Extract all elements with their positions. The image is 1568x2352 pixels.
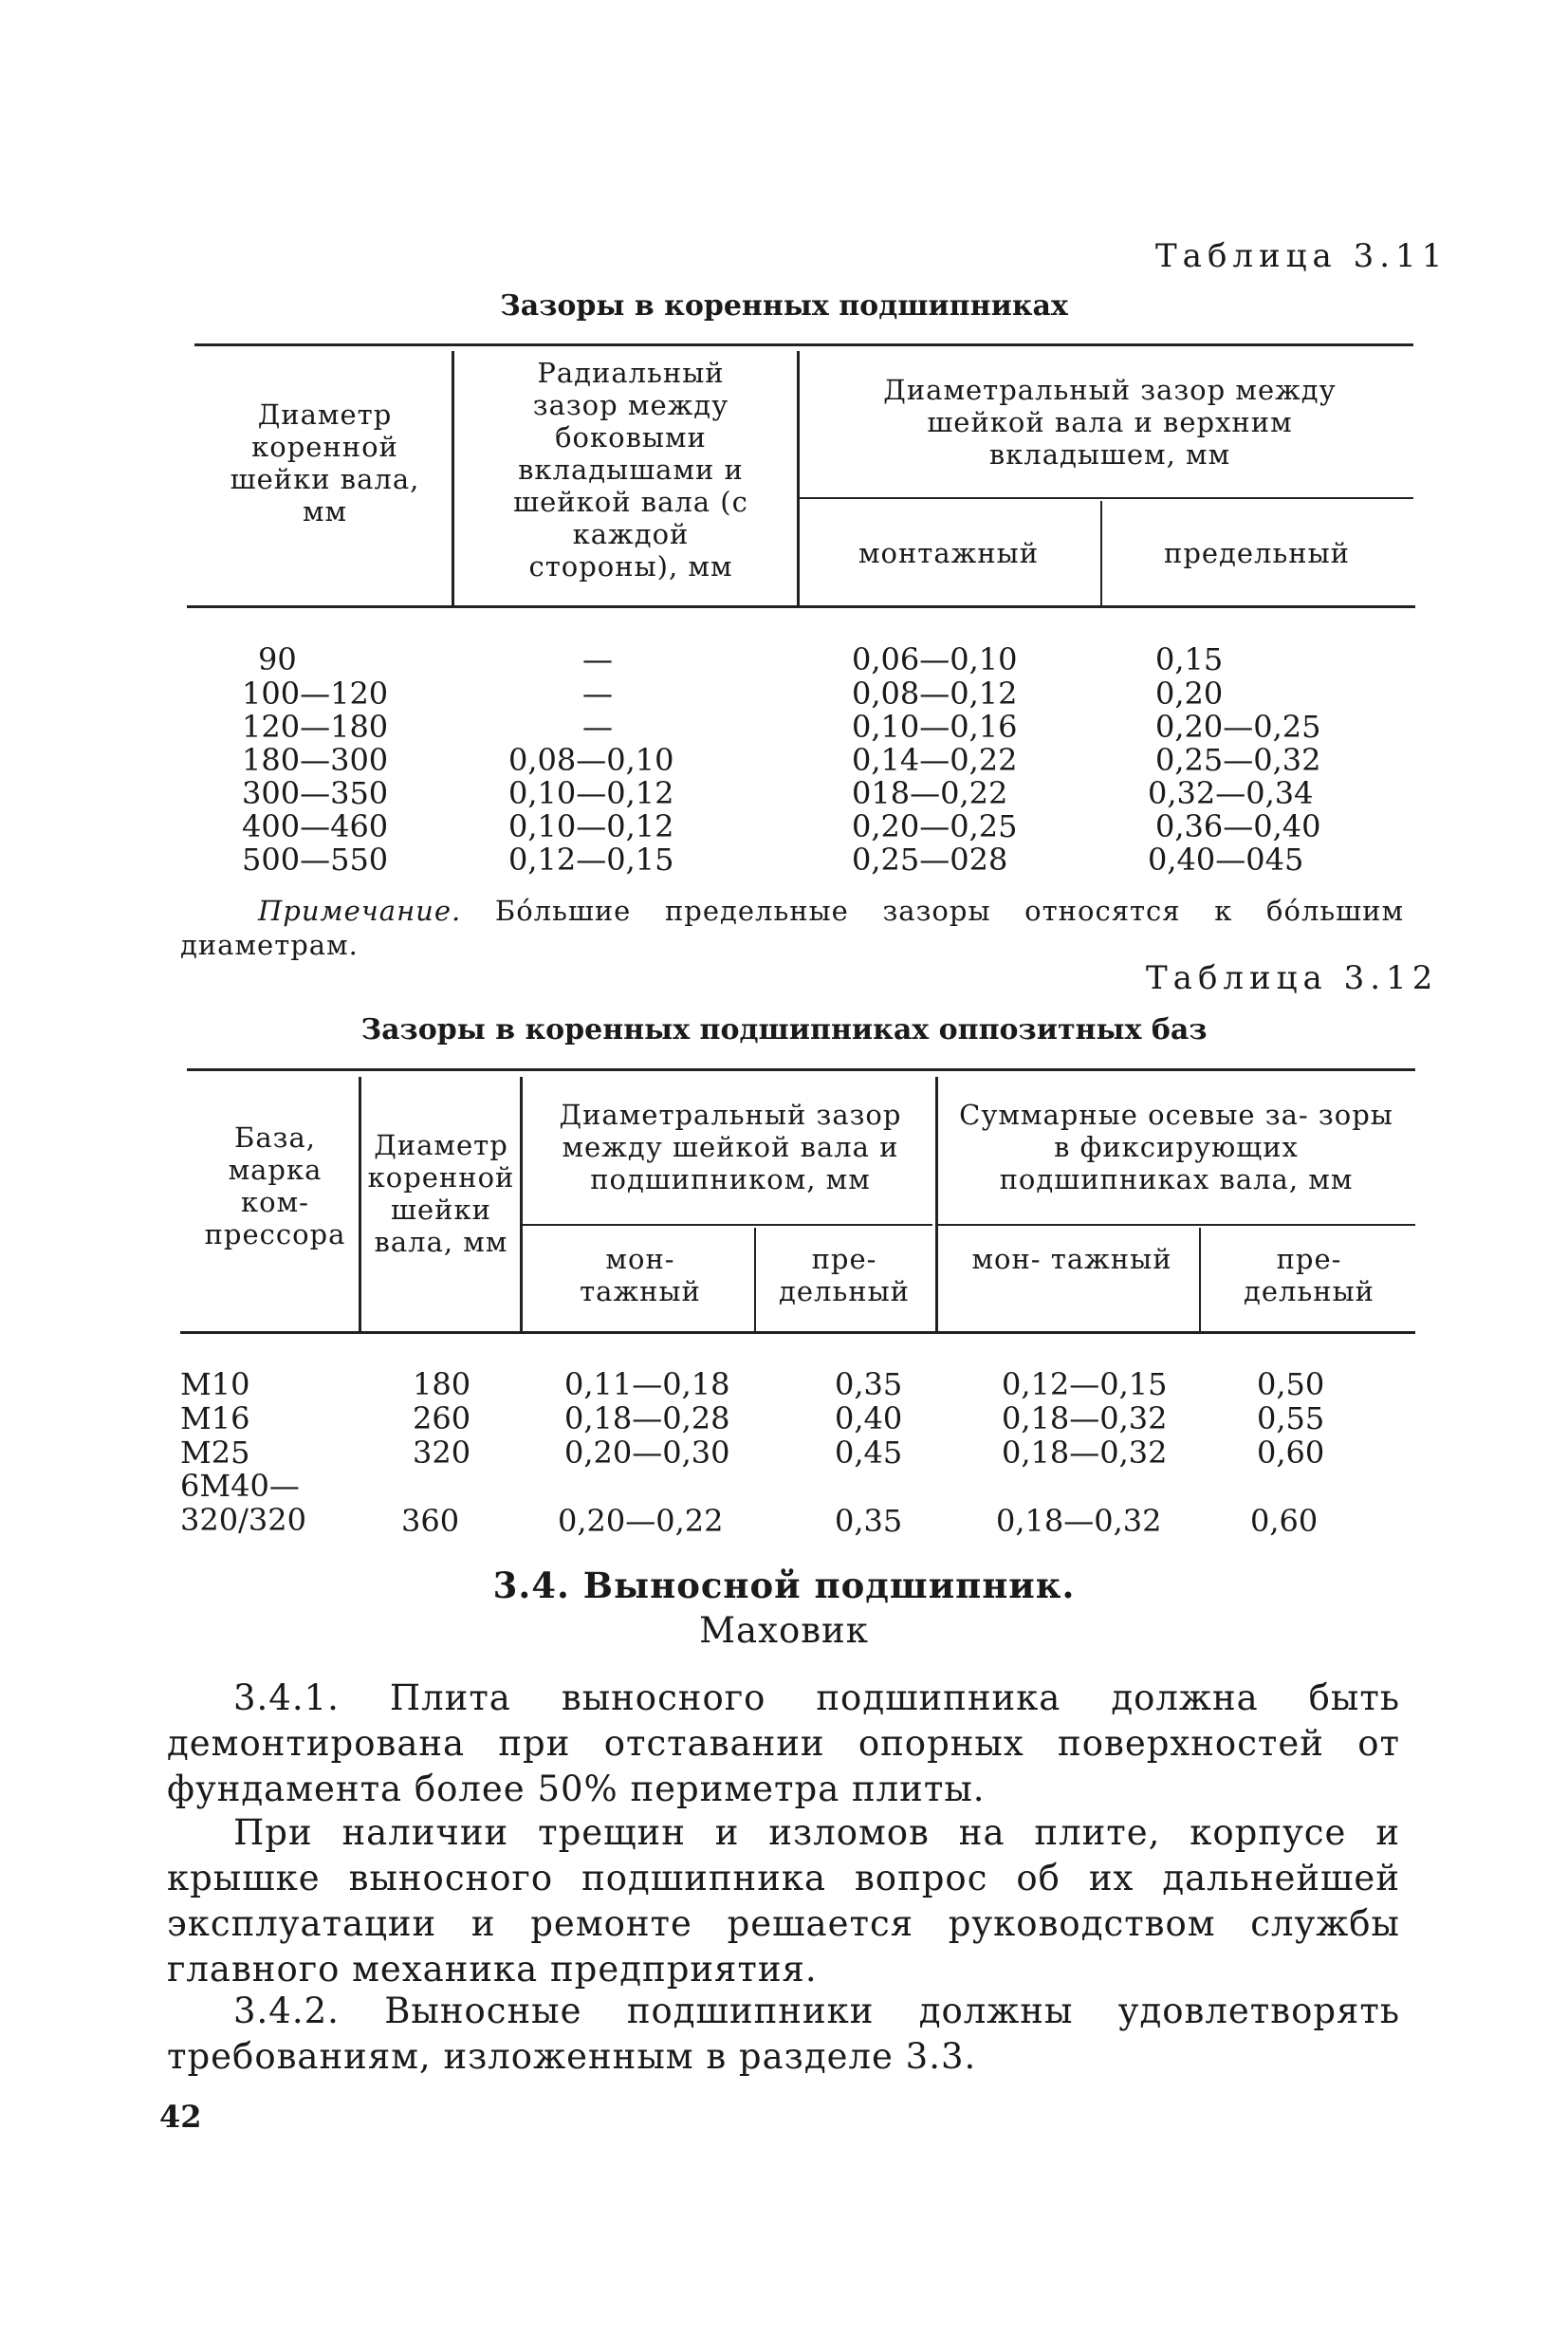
- header-radial-gap: Радиальный зазор между боковыми вкладышами и шейкой вала (с каждой стороны), мм: [513, 357, 748, 583]
- header-d-limit: пре- дельный: [779, 1243, 910, 1307]
- paragraph: При наличии трещин и изломов на плите, корпусе и крышке выносного подшипника вопрос об их дальнейшей эксплуатации и ремонте решается руководством службы главного механика предприятия.: [167, 1812, 1400, 1990]
- page-number: 42: [159, 2099, 202, 2135]
- table-3-12-label: Таблица 3.12: [1146, 959, 1439, 997]
- header-diametral-gap: Диаметральный зазор между шейкой вала и подшипником, мм: [559, 1099, 902, 1195]
- header-axial-gap: Суммарные осевые за- зоры в фиксирующих подшипниках вала, мм: [959, 1099, 1393, 1195]
- note-text: Бóльшие предельные зазоры относятся к бóльшим диаметрам.: [180, 895, 1404, 961]
- header-a-mount: мон- тажный: [971, 1243, 1172, 1275]
- header-a-limit: пре- дельный: [1244, 1243, 1374, 1307]
- header-mount: монтажный: [858, 537, 1040, 569]
- paragraph: 3.4.1. Плита выносного подшипника должна быть демонтирована при отставании опорных поверхностей от фундамента более 50% периметра плиты.: [167, 1677, 1400, 1809]
- table-3-12-title: Зазоры в коренных подшипниках оппозитных баз: [360, 1013, 1208, 1046]
- section-subtitle: Маховик: [699, 1610, 869, 1651]
- section-title: 3.4. Выносной подшипник.: [492, 1565, 1076, 1606]
- header-diameter: Диаметр коренной шейки вала, мм: [230, 398, 420, 528]
- header-d-mount: мон- тажный: [580, 1243, 701, 1307]
- header-diametral-gap: Диаметральный зазор между шейкой вала и верхним вкладышем, мм: [883, 374, 1337, 471]
- header-limit: предельный: [1163, 537, 1351, 569]
- table-3-11-note: [180, 894, 1404, 962]
- paragraph: 3.4.2. Выносные подшипники должны удовлетворять требованиям, изложенным в разделе 3.3.: [167, 1991, 1400, 2077]
- header-diameter: Диаметр коренной шейки вала, мм: [367, 1129, 515, 1258]
- table-3-11-label: Таблица 3.11: [1155, 237, 1448, 275]
- header-base: База, марка ком- прессора: [204, 1121, 346, 1250]
- note-label: Примечание.: [258, 895, 462, 927]
- table-3-11-title: Зазоры в коренных подшипниках: [500, 289, 1068, 323]
